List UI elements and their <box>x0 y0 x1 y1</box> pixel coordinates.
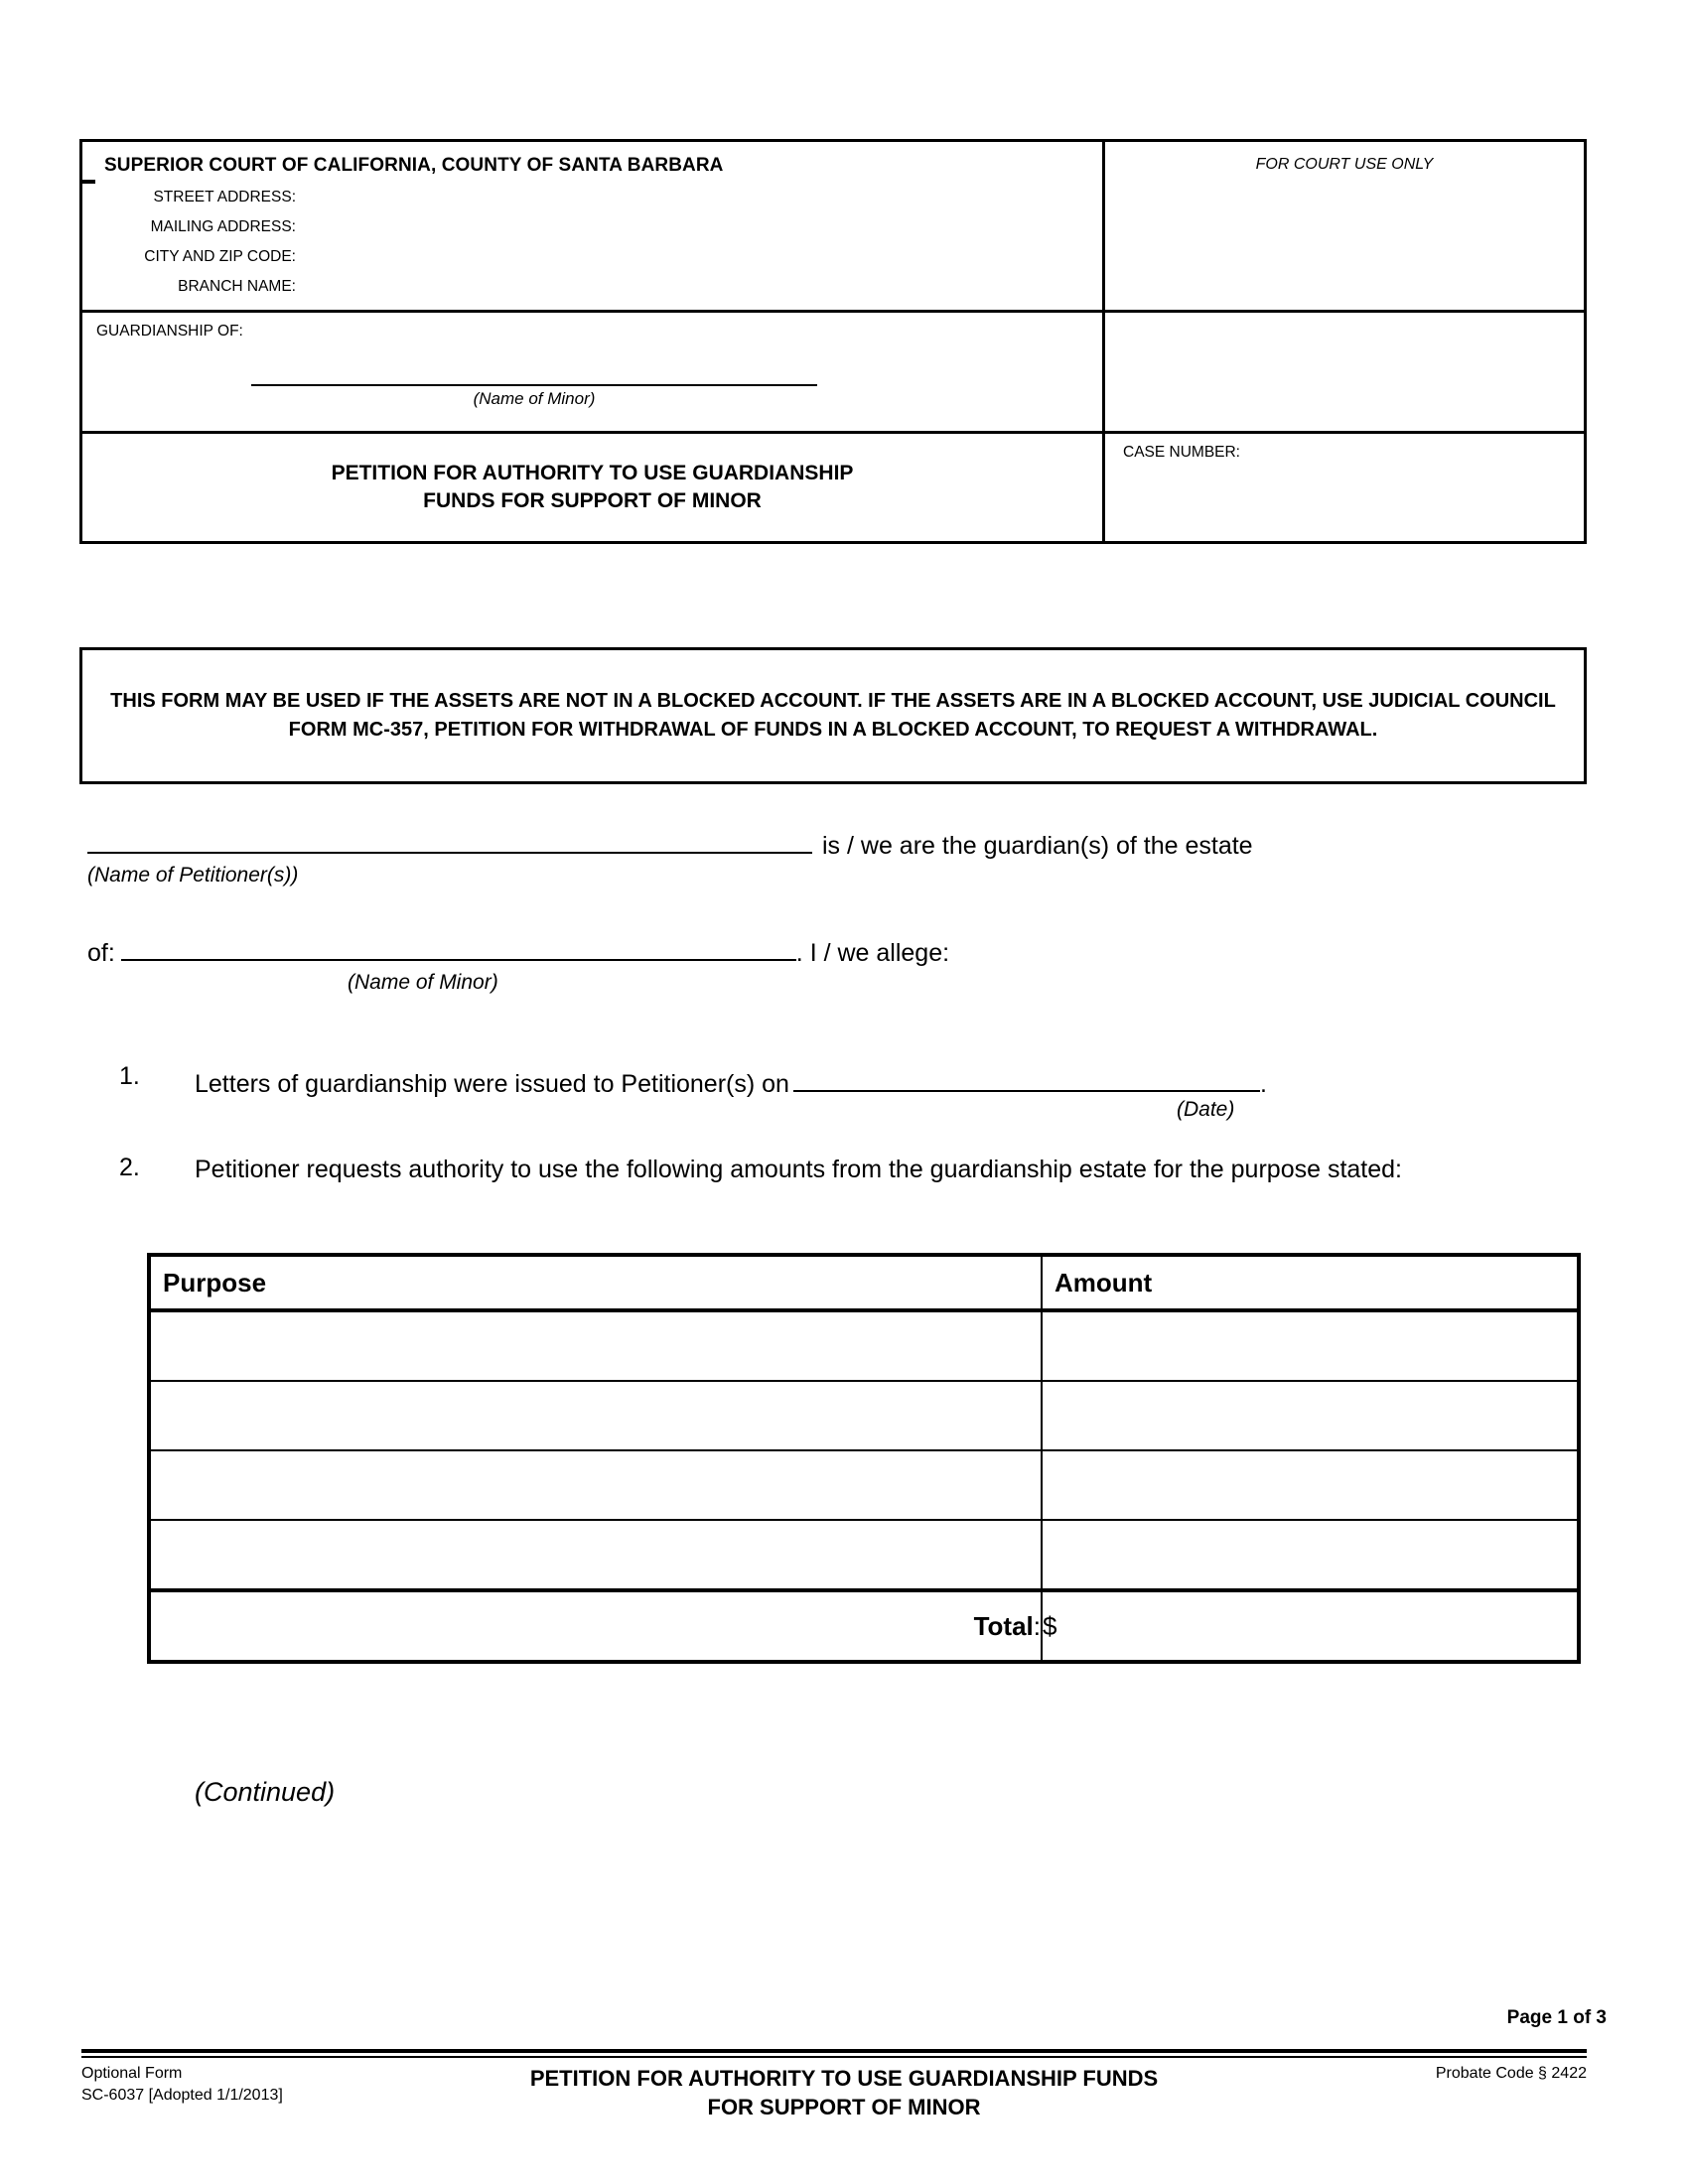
footer-title-line-1: PETITION FOR AUTHORITY TO USE GUARDIANSHIP FUNDS <box>529 2066 1159 2091</box>
case-number-label: CASE NUMBER: <box>1123 444 1240 461</box>
total-label: Total <box>973 1610 1034 1641</box>
table-header-row <box>149 1255 1579 1310</box>
guardianship-cell <box>82 310 1105 431</box>
court-address-fields <box>82 177 1102 310</box>
form-title-cell <box>82 434 1105 541</box>
table-row <box>149 1310 1579 1381</box>
table-row <box>149 1520 1579 1590</box>
caption-minor-name-field[interactable] <box>251 384 817 409</box>
caption-box <box>79 139 1587 544</box>
purpose-cell-2[interactable] <box>149 1381 1042 1450</box>
for-court-use-only-cell <box>1105 142 1584 310</box>
guardianship-of-label: GUARDIANSHIP OF: <box>96 323 243 340</box>
total-currency-symbol: $ <box>1043 1610 1057 1641</box>
form-title-line-2: FUNDS FOR SUPPORT OF MINOR <box>423 489 762 512</box>
petitioner-name-line <box>87 824 1253 861</box>
mailing-address-label: MAILING ADDRESS: <box>150 218 296 235</box>
petitioner-name-input[interactable] <box>87 824 812 854</box>
footer <box>81 2063 1587 2121</box>
court-info-cell <box>82 142 1105 310</box>
purpose-cell-1[interactable] <box>149 1310 1042 1381</box>
notice-text: THIS FORM MAY BE USED IF THE ASSETS ARE NOT IN A BLOCKED ACCOUNT. IF THE ASSETS ARE IN A BLOCKED ACCOUNT, USE JUDICIAL COUNCIL FORM MC-357, PETITION FOR WITHDRAWAL OF FUNDS IN A BLOCKED ACCOUNT, TO REQUEST A WITHDRAWAL. <box>110 690 1556 741</box>
amount-cell-4[interactable] <box>1042 1520 1579 1590</box>
footer-divider <box>81 2049 1587 2058</box>
item-1-text-before: Letters of guardianship were issued to Petitioner(s) on <box>195 1070 789 1098</box>
table-total-row <box>149 1590 1579 1662</box>
date-caption: (Date) <box>1177 1098 1235 1121</box>
item-1-text <box>195 1062 1267 1099</box>
body-minor-name-caption: (Name of Minor) <box>348 971 498 994</box>
court-stamp-area <box>1105 310 1584 431</box>
title-row <box>82 431 1584 541</box>
footer-code-reference: Probate Code § 2422 <box>1435 2065 1587 2082</box>
total-colon: : <box>1033 1610 1041 1641</box>
form-title <box>332 460 854 516</box>
city-zip-label: CITY AND ZIP CODE: <box>144 248 296 265</box>
of-suffix-label: . I / we allege: <box>795 939 950 967</box>
caption-tick-mark <box>79 180 95 184</box>
petitioner-line-suffix: is / we are the guardian(s) of the estate <box>822 832 1253 860</box>
for-court-use-only-label: FOR COURT USE ONLY <box>1255 156 1434 173</box>
footer-form-info <box>81 2063 399 2106</box>
footer-rule-thin <box>81 2056 1587 2058</box>
purpose-cell-3[interactable] <box>149 1450 1042 1520</box>
amount-cell-3[interactable] <box>1042 1450 1579 1520</box>
table-row <box>149 1450 1579 1520</box>
item-1-text-after: . <box>1259 1070 1267 1098</box>
footer-title-line-2: FOR SUPPORT OF MINOR <box>707 2094 981 2119</box>
guardianship-row <box>82 310 1584 431</box>
caption-top-row <box>82 142 1584 310</box>
caption-minor-name-caption: (Name of Minor) <box>473 389 596 408</box>
notice-box <box>79 647 1587 784</box>
continued-label: (Continued) <box>195 1777 336 1807</box>
total-label-cell <box>149 1590 1042 1662</box>
table-row <box>149 1381 1579 1450</box>
item-2-number: 2. <box>119 1154 140 1181</box>
column-header-amount: Amount <box>1042 1255 1579 1310</box>
court-name: SUPERIOR COURT OF CALIFORNIA, COUNTY OF SANTA BARBARA <box>104 155 724 176</box>
petitioner-name-caption: (Name of Petitioner(s)) <box>87 864 299 887</box>
optional-form-label: Optional Form <box>81 2065 183 2082</box>
amount-cell-2[interactable] <box>1042 1381 1579 1450</box>
minor-name-line <box>87 931 949 968</box>
letters-date-input[interactable] <box>793 1062 1260 1092</box>
branch-name-label: BRANCH NAME: <box>178 278 296 295</box>
form-number-label: SC-6037 [Adopted 1/1/2013] <box>81 2086 283 2104</box>
street-address-label: STREET ADDRESS: <box>153 189 296 205</box>
column-header-purpose: Purpose <box>149 1255 1042 1310</box>
minor-name-input[interactable] <box>121 931 796 961</box>
form-title-line-1: PETITION FOR AUTHORITY TO USE GUARDIANSHIP <box>331 461 854 484</box>
item-1-number: 1. <box>119 1062 140 1090</box>
purpose-amount-table <box>147 1253 1581 1664</box>
total-amount-cell[interactable] <box>1042 1590 1579 1662</box>
footer-rule-thick <box>81 2049 1587 2053</box>
purpose-cell-4[interactable] <box>149 1520 1042 1590</box>
of-prefix-label: of: <box>87 939 115 967</box>
item-2-text: Petitioner requests authority to use the following amounts from the guardianship estate for the purpose stated: <box>195 1156 1402 1183</box>
footer-title <box>399 2063 1289 2121</box>
case-number-cell[interactable] <box>1105 434 1584 541</box>
page-number: Page 1 of 3 <box>1506 2007 1607 2028</box>
amount-cell-1[interactable] <box>1042 1310 1579 1381</box>
